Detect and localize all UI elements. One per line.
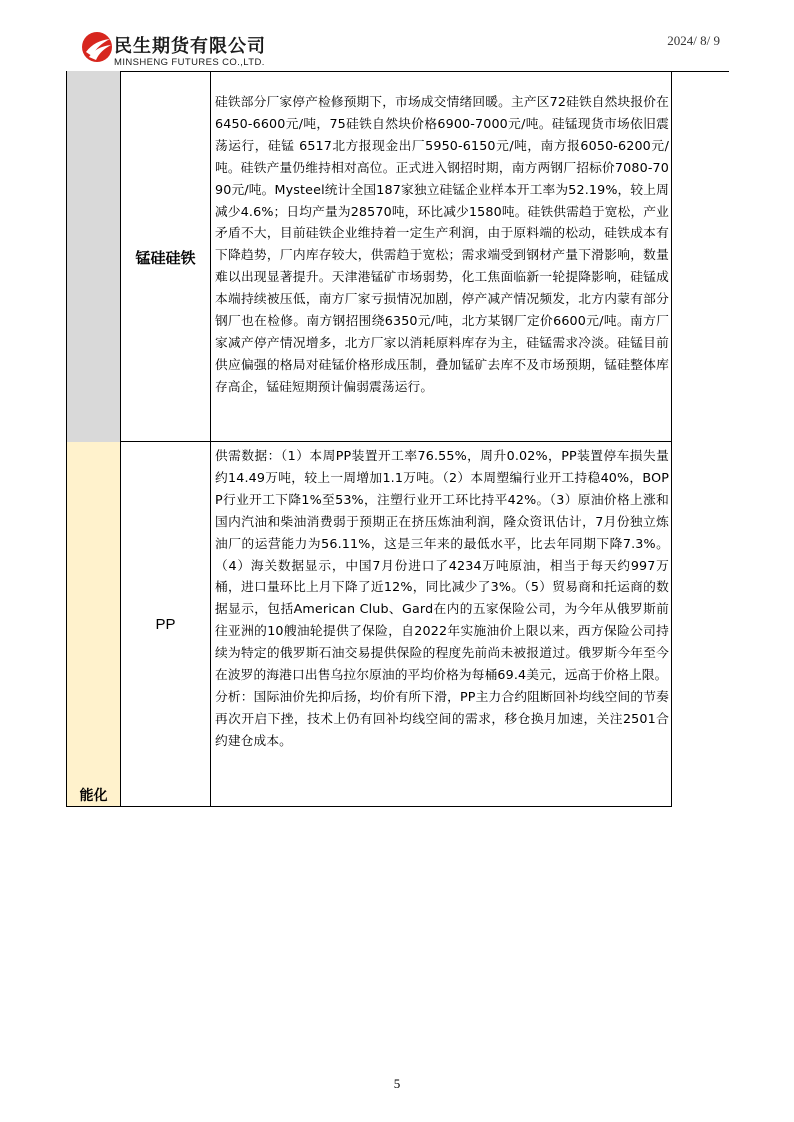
commodity-table — [66, 71, 672, 807]
commentary-paragraph: 供需数据：（1）本周PP装置开工率76.55%，周升0.02%，PP装置停车损失量约14.49万吨，较上一周增加1.1万吨。（2）本周塑编行业开工持稳40%，BOPP行业开工下降1%至53%，注塑行业开工环比持平42%。（3）原油价格上涨和国内汽油和柴油消费弱于预期正在挤压炼油利润，隆众资讯估计，7月份独立炼油厂的运营能力为56.11%，这是三年来的最低水平，比去年同期下降7.3%。（4）海关数据显示，中国7月份进口了4234万吨原油，相当于每天约997万桶，进口量环比上月下降了近12%，同比减少了3%。（5）贸易商和托运商的数据显示，包括American Club、Gard在内的五家保险公司，为今年从俄罗斯前往亚洲的10艘油轮提供了保险，自2022年实施油价上限以来，西方保险公司持续为特定的俄罗斯石油交易提供保险的程度先前尚未被报道过。俄罗斯今年至今在波罗的海港口出售乌拉尔原油的平均价格为每桶69.4美元，远高于价格上限。 — [215, 448, 669, 683]
page-number: 5 — [393, 1076, 401, 1091]
commentary-paragraph: 硅铁部分厂家停产检修预期下，市场成交情绪回暖。主产区72硅铁自然块报价在6450-6600元/吨，75硅铁自然块价格6900-7000元/吨。硅锰现货市场依旧震荡运行，硅锰 6517北方报现金出厂5950-6150元/吨，南方报6050-6200元/吨。硅铁产量仍维持相对高位。正式进入钢招时期，南方两钢厂招标价7080-7090元/吨。Mysteel统计全国187家独立硅锰企业样本开工率为52.19%，较上周减少4.6%；日均产量为28570吨，环比减少1580吨。硅铁供需趋于宽松，产业矛盾不大，目前硅铁企业维持着一定生产利润，由于原料端的松动，硅铁成本有下降趋势，厂内库存较大，供需趋于宽松；需求端受到钢材产量下滑影响，数量难以出现显著提升。天津港锰矿市场弱势，化工焦面临新一轮提降影响，硅锰成本端持续被压低，南方厂家亏损情况加剧，停产减产情况频发，北方内蒙有部分钢厂也在检修。南方钢招围绕6350元/吨，北方某钢厂定价6600元/吨。南方厂家减产停产情况增多，北方厂家以消耗原料库存为主，硅锰需求冷淡。硅锰目前供应偏强的格局对硅锰价格形成压制，叠加锰矿去库不及市场预期，锰硅整体库存高企，锰硅短期预计偏弱震荡运行。 — [215, 94, 669, 394]
report-date: 2024/ 8/ 9 — [667, 33, 720, 48]
company-name-cn: 民生期货有限公司 — [114, 36, 266, 57]
commodity-name: 锰硅硅铁 — [135, 249, 196, 267]
commodity-commentary-cell — [211, 442, 672, 807]
sector-shade-gray — [67, 71, 120, 442]
commodity-name-cell — [121, 442, 211, 807]
company-name-en: MINSHENG FUTURES CO.,LTD. — [114, 57, 265, 68]
company-logo — [80, 30, 300, 72]
analysis-paragraph: 分析：国际油价先抑后扬，均价有所下滑，PP主力合约阻断回补均线空间的节奏再次开启下挫，技术上仍有回补均线空间的需求，移仓换月加速，关注2501合约建仓成本。 — [215, 688, 669, 748]
sector-cell — [66, 71, 121, 807]
commodity-name-cell — [121, 71, 211, 442]
minsheng-logo-icon — [80, 30, 114, 64]
sector-shade-yellow — [67, 442, 120, 806]
commodity-commentary-cell — [211, 71, 672, 442]
sector-label: 能化 — [79, 788, 108, 804]
commodity-name: PP — [155, 616, 176, 633]
